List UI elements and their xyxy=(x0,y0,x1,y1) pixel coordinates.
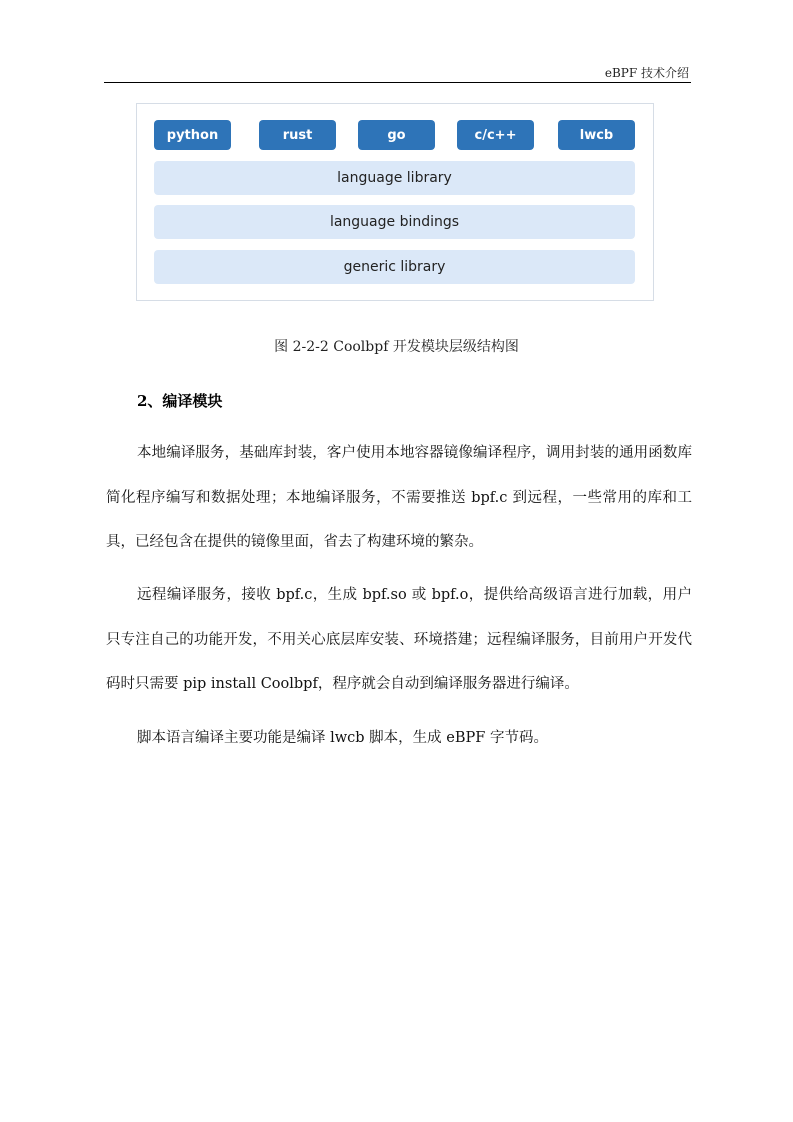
section-heading: 2、编译模块 xyxy=(137,392,223,410)
header-title: eBPF 技术介绍 xyxy=(604,66,689,80)
layer-generic-library: generic library xyxy=(154,250,635,284)
layer-language-bindings: language bindings xyxy=(154,205,635,239)
language-c-cpp: c/c++ xyxy=(457,120,534,150)
language-lwcb: lwcb xyxy=(558,120,635,150)
paragraph-local-compile: 本地编译服务，基础库封装，客户使用本地容器镜像编译程序，调用封装的通用函数库简化程序编写和数据处理；本地编译服务，不需要推送 bpf.c 到远程，一些常用的库和工具，已经包含在提供的镜像里面，省去了构建环境的繁杂。 xyxy=(106,445,692,550)
paragraph-script-compile: 脚本语言编译主要功能是编译 lwcb 脚本，生成 eBPF 字节码。 xyxy=(137,730,548,746)
language-python: python xyxy=(154,120,231,150)
paragraph-remote-compile: 远程编译服务，接收 bpf.c，生成 bpf.so 或 bpf.o，提供给高级语言进行加载，用户只专注自己的功能开发，不用关心底层库安装、环境搭建；远程编译服务，目前用户开发代码时只需要 pip install Coolbpf，程序就会自动到编译服务器进行编译。 xyxy=(106,587,692,692)
figure-caption: 图 2-2-2 Coolbpf 开发模块层级结构图 xyxy=(274,339,519,355)
header-rule xyxy=(104,82,691,83)
language-go: go xyxy=(358,120,435,150)
layer-language-library: language library xyxy=(154,161,635,195)
language-rust: rust xyxy=(259,120,336,150)
architecture-diagram xyxy=(136,103,654,301)
